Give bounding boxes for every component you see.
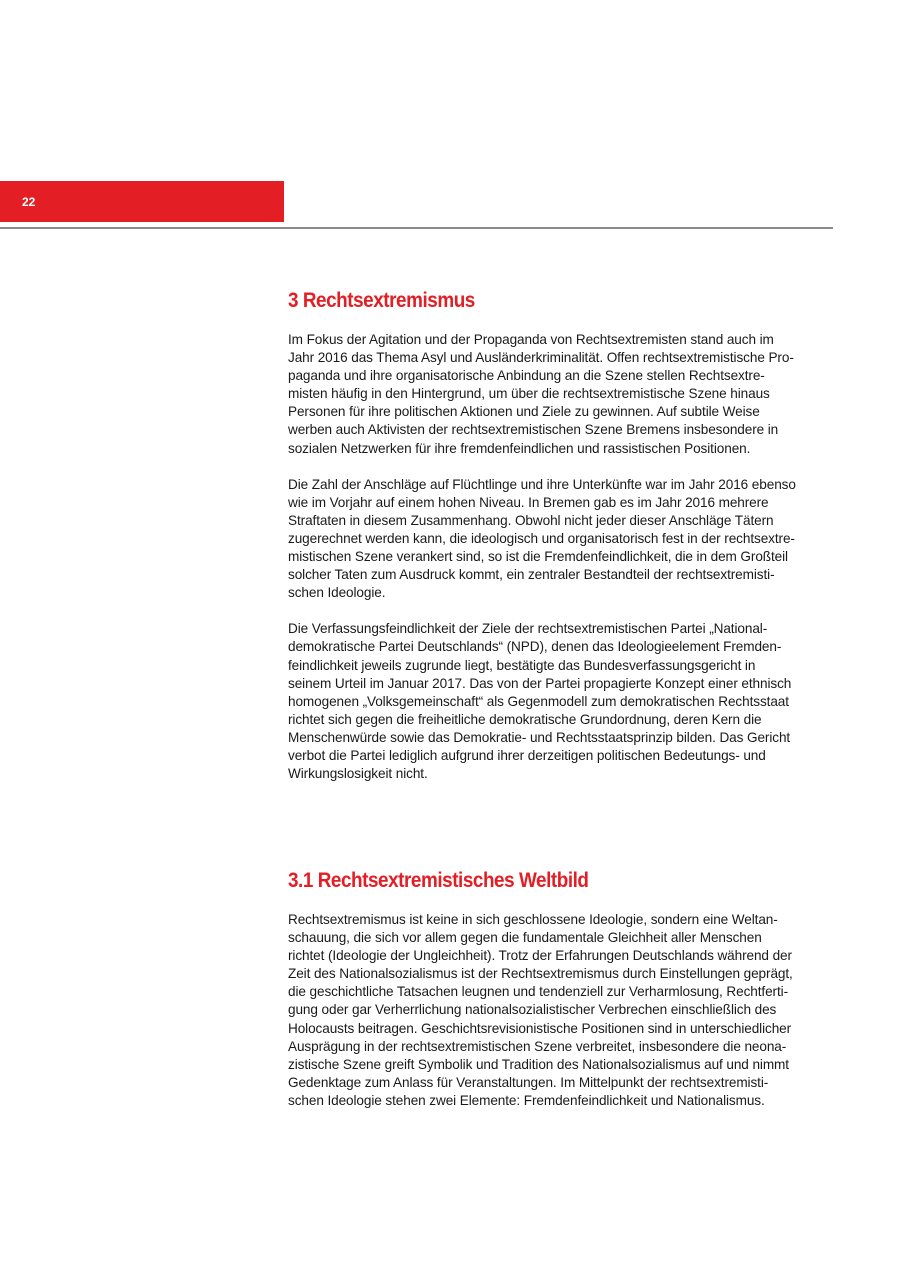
text-line: Menschenwürde sowie das Demokratie- und Rechtsstaatsprinzip bilden. Das Gericht <box>288 729 791 745</box>
text-line: feindlichkeit jeweils zugrunde liegt, bestätigte das Bundesverfassungsgericht in <box>288 657 756 673</box>
page-number: 22 <box>22 195 36 209</box>
text-line: zugerechnet werden kann, die ideologisch und organisatorisch fest in der rechtsextre- <box>288 530 795 546</box>
text-line: mistischen Szene verankert sind, so ist die Fremdenfeindlichkeit, die in dem Großteil <box>288 549 788 565</box>
text-line: misten häufig in den Hintergrund, um über die rechtsextremistische Szene hinaus <box>288 386 770 402</box>
header-rule <box>0 227 833 229</box>
text-line: richtet (Ideologie der Ungleichheit). Trotz der Erfahrungen Deutschlands während der <box>288 948 792 964</box>
text-line: schen Ideologie stehen zwei Elemente: Fremdenfeindlichkeit und Nationalismus. <box>288 1092 765 1108</box>
text-line: Die Zahl der Anschläge auf Flüchtlinge und ihre Unterkünfte war im Jahr 2016 ebenso <box>288 476 796 492</box>
text-line: verbot die Partei lediglich aufgrund ihrer derzeitigen politischen Bedeutungs- und <box>288 747 766 763</box>
section-rechtsextremistisches-weltbild <box>288 868 836 1128</box>
text-line: Im Fokus der Agitation und der Propaganda von Rechtsextremisten stand auch im <box>288 332 774 347</box>
section-heading: 3 Rechtsextremismus <box>288 289 475 312</box>
text-line: werben auch Aktivisten der rechtsextremistischen Szene Bremens insbesondere in <box>288 422 779 438</box>
section-rechtsextremismus <box>288 288 836 801</box>
text-line: richtet sich gegen die freiheitliche demokratische Grundordnung, deren Kern die <box>288 711 762 727</box>
paragraph <box>288 911 836 1110</box>
text-line: paganda und ihre organisatorische Anbindung an die Szene stellen Rechtsextre- <box>288 368 765 384</box>
paragraph <box>288 620 836 783</box>
page-number-tab <box>0 181 284 222</box>
text-line: gung oder gar Verherrlichung nationalsozialistischer Verbrechen einschließlich des <box>288 1002 777 1018</box>
text-line: schen Ideologie. <box>288 585 386 601</box>
text-line: Straftaten in diesem Zusammenhang. Obwohl nicht jeder dieser Anschläge Tätern <box>288 512 774 528</box>
text-line: die geschichtliche Tatsachen leugnen und tendenziell zur Verharmlosung, Rechtferti- <box>288 984 789 1000</box>
text-line: homogenen „Volksgemeinschaft“ als Gegenmodell zum demokratischen Rechtsstaat <box>288 693 789 709</box>
text-line: Personen für ihre politischen Aktionen und Ziele zu gewinnen. Auf subtile Weise <box>288 404 760 420</box>
paragraph <box>288 476 836 603</box>
text-line: Holocausts beitragen. Geschichtsrevisionistische Positionen sind in unterschiedlicher <box>288 1020 792 1036</box>
section-heading: 3.1 Rechtsextremistisches Weltbild <box>288 869 589 892</box>
text-line: Gedenktage zum Anlass für Veranstaltungen. Im Mittelpunkt der rechtsextremisti- <box>288 1074 769 1090</box>
text-line: seinem Urteil im Januar 2017. Das von der Partei propagierte Konzept einer ethnisch <box>288 675 792 691</box>
text-line: wie im Vorjahr auf einem hohen Niveau. In Bremen gab es im Jahr 2016 mehrere <box>288 494 769 510</box>
text-line: Die Verfassungsfeindlichkeit der Ziele der rechtsextremistischen Partei „National- <box>288 621 768 637</box>
text-line: schauung, die sich vor allem gegen die fundamentale Gleichheit aller Menschen <box>288 930 762 946</box>
text-line: zistische Szene greift Symbolik und Tradition des Nationalsozialismus auf und nimmt <box>288 1056 789 1072</box>
text-line: Zeit des Nationalsozialismus ist der Rechtsextremismus durch Einstellungen geprägt, <box>288 966 793 982</box>
text-line: demokratische Partei Deutschlands“ (NPD), denen das Ideologieelement Fremden- <box>288 639 782 655</box>
text-line: Rechtsextremismus ist keine in sich geschlossene Ideologie, sondern eine Weltan- <box>288 912 778 927</box>
text-line: Ausprägung in der rechtsextremistischen Szene verbreitet, insbesondere die neona- <box>288 1038 787 1054</box>
text-line: sozialen Netzwerken für ihre fremdenfeindlichen und rassistischen Positionen. <box>288 440 751 456</box>
text-line: Wirkungslosigkeit nicht. <box>288 766 428 782</box>
paragraph <box>288 331 836 458</box>
text-line: solcher Taten zum Ausdruck kommt, ein zentraler Bestandteil der rechtsextremisti- <box>288 567 775 583</box>
text-line: Jahr 2016 das Thema Asyl und Ausländerkriminalität. Offen rechtsextremistische Pro- <box>288 350 794 366</box>
